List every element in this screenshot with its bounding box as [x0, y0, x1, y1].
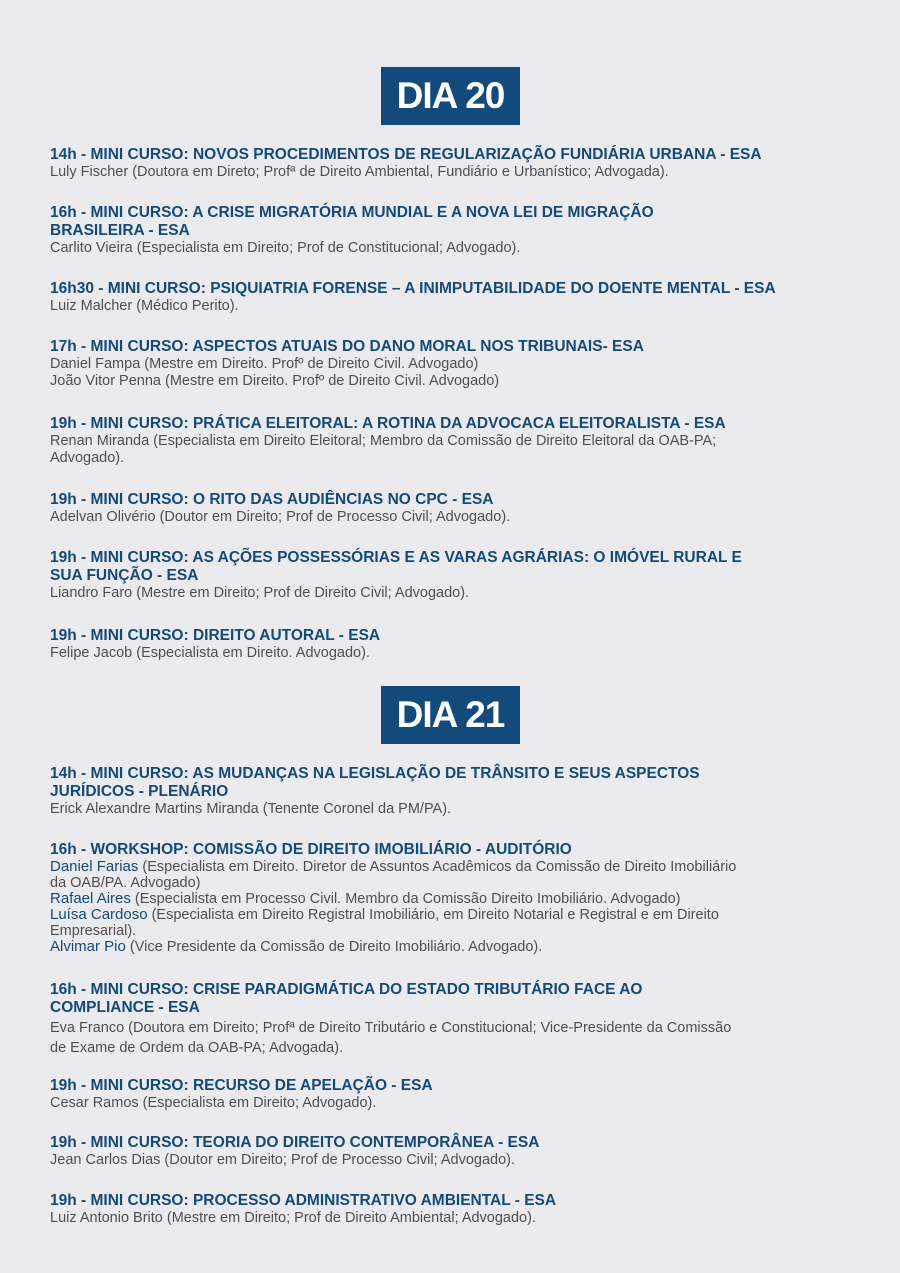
- session-speaker: Renan Miranda (Especialista em Direito Eleitoral; Membro da Comissão de Direito Eleitoral da OAB-PA;: [50, 433, 717, 449]
- session-title: SUA FUNÇÃO - ESA: [50, 567, 199, 584]
- session-d21-4: [50, 1077, 870, 1112]
- speaker-entry: [50, 939, 870, 955]
- speaker-bio: (Especialista em Direito Registral Imobiliário, em Direito Notarial e Registral e em Direito: [147, 907, 719, 923]
- session-title: JURÍDICOS - PLENÁRIO: [50, 783, 229, 800]
- session-title: 19h - MINI CURSO: AS AÇÕES POSSESSÓRIAS E AS VARAS AGRÁRIAS: O IMÓVEL RURAL E: [50, 549, 742, 566]
- session-title: 17h - MINI CURSO: ASPECTOS ATUAIS DO DANO MORAL NOS TRIBUNAIS- ESA: [50, 338, 644, 355]
- session-speaker: Cesar Ramos (Especialista em Direito; Advogado).: [50, 1095, 377, 1111]
- session-title: 16h - MINI CURSO: A CRISE MIGRATÓRIA MUNDIAL E A NOVA LEI DE MIGRAÇÃO: [50, 204, 654, 221]
- session-speaker: Eva Franco (Doutora em Direito; Profª de Direito Tributário e Constitucional; Vice-Presidente da Comissão: [50, 1020, 732, 1036]
- speaker-bio: Empresarial).: [50, 923, 137, 939]
- session-speaker: Erick Alexandre Martins Miranda (Tenente Coronel da PM/PA).: [50, 801, 452, 817]
- session-d20-5: [50, 415, 870, 467]
- session-speaker: Felipe Jacob (Especialista em Direito. Advogado).: [50, 645, 370, 661]
- session-speaker: Advogado).: [50, 450, 125, 466]
- session-title: 19h - MINI CURSO: PROCESSO ADMINISTRATIVO AMBIENTAL - ESA: [50, 1192, 557, 1209]
- speaker-entry: [50, 891, 870, 907]
- speaker-entry: [50, 859, 870, 875]
- session-d20-7: [50, 549, 870, 602]
- speaker-bio: (Especialista em Direito. Diretor de Assuntos Acadêmicos da Comissão de Direito Imobiliário: [138, 859, 737, 875]
- session-title: 14h - MINI CURSO: NOVOS PROCEDIMENTOS DE REGULARIZAÇÃO FUNDIÁRIA URBANA - ESA: [50, 146, 762, 163]
- speaker-entry: [50, 907, 870, 923]
- session-title: 19h - MINI CURSO: DIREITO AUTORAL - ESA: [50, 627, 381, 644]
- session-d20-8: [50, 627, 870, 662]
- speaker-name: Luísa Cardoso: [50, 906, 148, 923]
- session-title: COMPLIANCE - ESA: [50, 999, 200, 1016]
- session-d20-1: [50, 146, 870, 181]
- session-title: 16h - MINI CURSO: CRISE PARADIGMÁTICA DO ESTADO TRIBUTÁRIO FACE AO: [50, 981, 643, 998]
- day-20-header: DIA 20: [381, 67, 520, 125]
- session-speaker: Adelvan Olivério (Doutor em Direito; Prof de Processo Civil; Advogado).: [50, 509, 511, 525]
- day-21-header: DIA 21: [381, 686, 520, 744]
- session-title: 19h - MINI CURSO: PRÁTICA ELEITORAL: A ROTINA DA ADVOCACA ELEITORALISTA - ESA: [50, 415, 726, 432]
- session-speaker: Luiz Antonio Brito (Mestre em Direito; Prof de Direito Ambiental; Advogado).: [50, 1210, 536, 1226]
- session-title: 19h - MINI CURSO: TEORIA DO DIREITO CONTEMPORÂNEA - ESA: [50, 1134, 540, 1151]
- session-title: 16h - WORKSHOP: COMISSÃO DE DIREITO IMOBILIÁRIO - AUDITÓRIO: [50, 841, 572, 858]
- session-speaker: Luly Fischer (Doutora em Direto; Profª de Direito Ambiental, Fundiário e Urbanístico; Advogada).: [50, 164, 669, 180]
- session-speaker: Liandro Faro (Mestre em Direito; Prof de Direito Civil; Advogado).: [50, 585, 470, 601]
- session-d21-5: [50, 1134, 870, 1169]
- session-d20-2: [50, 204, 870, 257]
- session-speaker: Carlito Vieira (Especialista em Direito; Prof de Constitucional; Advogado).: [50, 240, 521, 256]
- session-speaker: Daniel Fampa (Mestre em Direito. Profº de Direito Civil. Advogado): [50, 356, 479, 372]
- session-speaker: Jean Carlos Dias (Doutor em Direito; Prof de Processo Civil; Advogado).: [50, 1152, 515, 1168]
- session-d21-3: [50, 981, 870, 1057]
- speaker-bio: (Vice Presidente da Comissão de Direito Imobiliário. Advogado).: [125, 939, 543, 955]
- session-title: BRASILEIRA - ESA: [50, 222, 190, 239]
- speaker-name: Rafael Aires: [50, 890, 131, 907]
- speaker-bio: da OAB/PA. Advogado): [50, 875, 201, 891]
- session-d21-2: [50, 841, 870, 955]
- session-title: 16h30 - MINI CURSO: PSIQUIATRIA FORENSE – A INIMPUTABILIDADE DO DOENTE MENTAL - ESA: [50, 280, 776, 297]
- session-d20-4: [50, 338, 870, 390]
- session-d20-3: [50, 280, 870, 315]
- session-speaker: de Exame de Ordem da OAB-PA; Advogada).: [50, 1040, 344, 1056]
- session-d21-6: [50, 1192, 870, 1227]
- session-speaker: Luiz Malcher (Médico Perito).: [50, 298, 239, 314]
- speaker-name: Alvimar Pio: [50, 938, 126, 955]
- session-speaker: João Vitor Penna (Mestre em Direito. Profº de Direito Civil. Advogado): [50, 373, 500, 389]
- session-title: 14h - MINI CURSO: AS MUDANÇAS NA LEGISLAÇÃO DE TRÂNSITO E SEUS ASPECTOS: [50, 765, 700, 782]
- session-title: 19h - MINI CURSO: O RITO DAS AUDIÊNCIAS NO CPC - ESA: [50, 491, 494, 508]
- session-title: 19h - MINI CURSO: RECURSO DE APELAÇÃO - ESA: [50, 1077, 433, 1094]
- speaker-name: Daniel Farias: [50, 858, 139, 875]
- session-d20-6: [50, 491, 870, 526]
- speaker-bio: (Especialista em Processo Civil. Membro da Comissão Direito Imobiliário. Advogado): [130, 891, 681, 907]
- session-d21-1: [50, 765, 870, 818]
